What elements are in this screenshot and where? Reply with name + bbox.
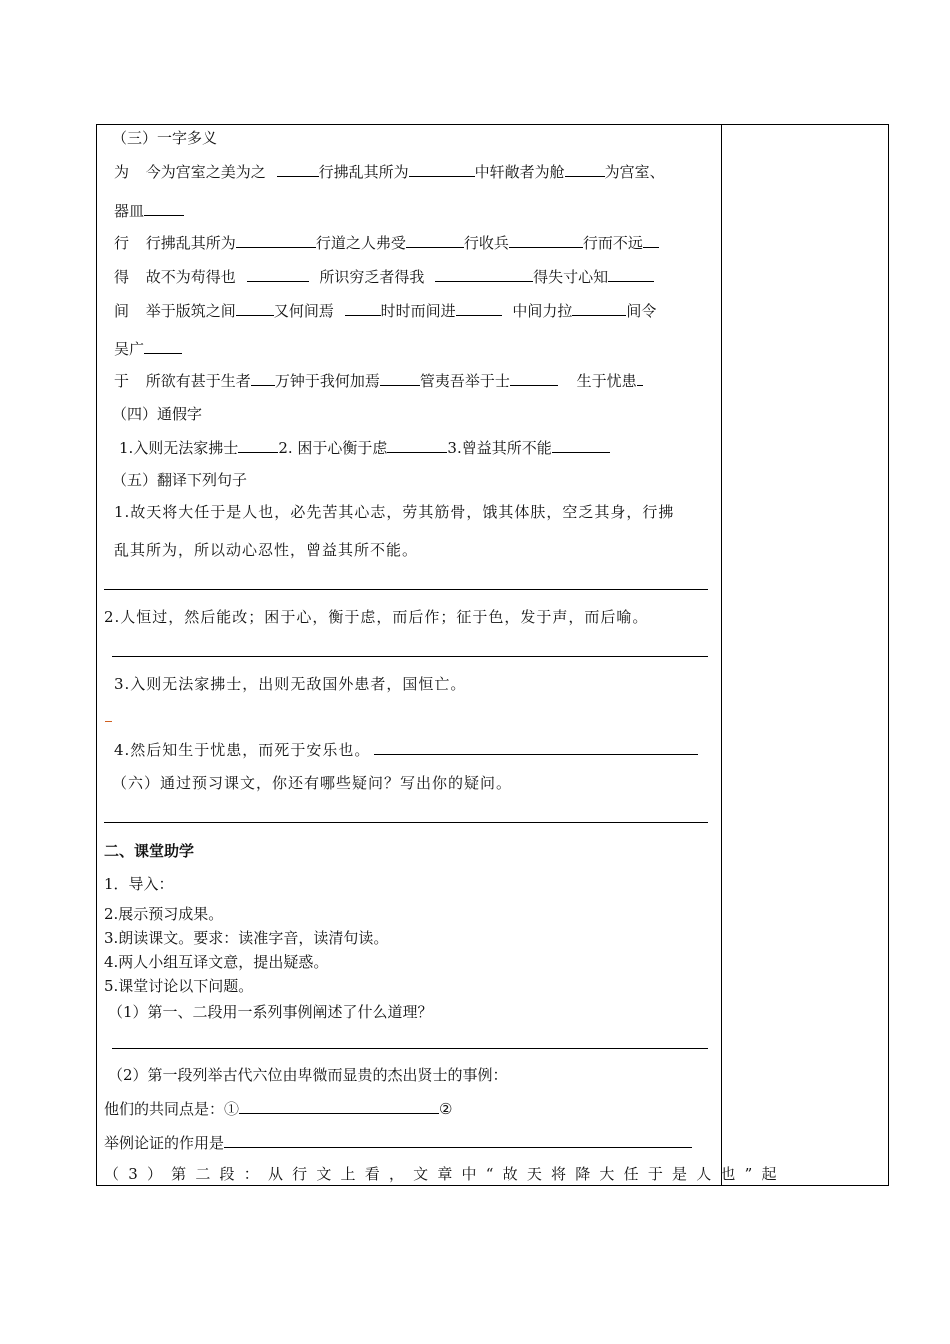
translate-sentence-1-cont: 乱其所为，所以动心忍性，曾益其所不能。 bbox=[114, 541, 419, 559]
phrase: 管夷吾举于士 bbox=[419, 372, 510, 390]
phrase: 间令 bbox=[626, 302, 657, 320]
step-5: 5.课堂讨论以下问题。 bbox=[104, 977, 254, 995]
phrase: 所识穷乏者得我 bbox=[319, 268, 425, 286]
marker-2: ② bbox=[439, 1100, 453, 1118]
notes-column-divider bbox=[721, 124, 722, 1186]
answer-blank[interactable] bbox=[608, 266, 654, 282]
polysemy-row-wei bbox=[114, 161, 665, 182]
phrase: 行而不远 bbox=[582, 234, 643, 252]
answer-blank[interactable] bbox=[247, 266, 309, 282]
answer-blank[interactable] bbox=[238, 437, 278, 453]
answer-blank[interactable] bbox=[144, 338, 182, 354]
phrase: 行拂乱其所为 bbox=[145, 234, 236, 252]
answer-blank[interactable] bbox=[510, 370, 558, 386]
answer-blank[interactable] bbox=[409, 161, 475, 177]
translate-sentence-4 bbox=[114, 739, 698, 760]
key-char: 为 bbox=[114, 163, 130, 181]
phrase: 为宫室、 bbox=[604, 163, 665, 181]
answer-blank[interactable] bbox=[572, 300, 626, 316]
section-title-polysemy: （三）一字多义 bbox=[112, 129, 218, 147]
answer-blank[interactable] bbox=[456, 300, 502, 316]
key-char: 间 bbox=[114, 302, 130, 320]
key-char: 于 bbox=[114, 372, 130, 390]
item: 1.入则无法家拂士 bbox=[119, 439, 239, 457]
phrase: 生于忧患 bbox=[576, 372, 637, 390]
polysemy-row-de bbox=[114, 266, 654, 287]
answer-blank[interactable] bbox=[387, 437, 447, 453]
label: 举例论证的作用是 bbox=[104, 1134, 225, 1152]
answer-blank[interactable] bbox=[552, 437, 610, 453]
phrase: 中间力拉 bbox=[512, 302, 573, 320]
answer-blank[interactable] bbox=[406, 232, 464, 248]
example-effect-row bbox=[104, 1132, 692, 1153]
marker-1: ① bbox=[224, 1100, 240, 1118]
polysemy-row-jian bbox=[114, 300, 656, 321]
polysemy-row-wei-cont bbox=[114, 200, 184, 221]
phrase: 又何间焉 bbox=[273, 302, 334, 320]
step-2: 2.展示预习成果。 bbox=[104, 905, 224, 923]
key-char: 行 bbox=[114, 234, 130, 252]
translate-sentence-3: 3.入则无法家拂士，出则无敌国外患者，国恒亡。 bbox=[114, 675, 467, 693]
phrase: 故不为苟得也 bbox=[145, 268, 236, 286]
phrase: 所欲有甚于生者 bbox=[145, 372, 251, 390]
common-points-row bbox=[104, 1098, 452, 1119]
section-title-tongjia: （四）通假字 bbox=[112, 405, 203, 423]
translate-sentence-2: 2.人恒过，然后能改；困于心，衡于虑，而后作；征于色，发于声，而后喻。 bbox=[104, 608, 649, 626]
step-4: 4.两人小组互译文意，提出疑惑。 bbox=[104, 953, 329, 971]
item: 3.曾益其所不能 bbox=[447, 439, 552, 457]
part-heading-class: 二、课堂助学 bbox=[104, 842, 195, 860]
stray-mark bbox=[105, 721, 112, 722]
phrase: 时时而间进 bbox=[380, 302, 456, 320]
answer-line[interactable] bbox=[112, 1048, 708, 1049]
answer-blank[interactable] bbox=[239, 1098, 439, 1114]
section-title-questions: （六）通过预习课文，你还有哪些疑问？写出你的疑问。 bbox=[112, 774, 513, 792]
polysemy-row-yu bbox=[114, 370, 643, 391]
answer-blank[interactable] bbox=[374, 739, 698, 755]
answer-blank[interactable] bbox=[236, 300, 274, 316]
answer-blank[interactable] bbox=[643, 232, 659, 248]
phrase: 举于版筑之间 bbox=[145, 302, 236, 320]
polysemy-row-xing bbox=[114, 232, 659, 253]
step-3: 3.朗读课文。要求：读准字音，读清句读。 bbox=[104, 929, 389, 947]
label: 他们的共同点是： bbox=[104, 1100, 225, 1118]
answer-line[interactable] bbox=[104, 589, 708, 590]
answer-blank[interactable] bbox=[509, 232, 583, 248]
answer-line[interactable] bbox=[112, 656, 708, 657]
key-char: 得 bbox=[114, 268, 130, 286]
answer-blank[interactable] bbox=[637, 370, 643, 386]
item: 困于心衡于虑 bbox=[297, 439, 388, 457]
answer-blank[interactable] bbox=[565, 161, 605, 177]
polysemy-row-jian-cont bbox=[114, 338, 182, 359]
phrase: 吴广 bbox=[114, 340, 145, 358]
answer-blank[interactable] bbox=[224, 1132, 692, 1148]
phrase: 得失寸心知 bbox=[533, 268, 609, 286]
item: 2. bbox=[278, 439, 293, 457]
translate-sentence-1: 1.故天将大任于是人也，必先苦其心志，劳其筋骨，饿其体肤，空乏其身，行拂 bbox=[114, 503, 675, 521]
answer-blank[interactable] bbox=[144, 200, 184, 216]
answer-blank[interactable] bbox=[236, 232, 316, 248]
phrase: 行拂乱其所为 bbox=[318, 163, 409, 181]
phrase: 中轩敞者为舱 bbox=[474, 163, 565, 181]
answer-blank[interactable] bbox=[345, 300, 381, 316]
section-title-translate: （五）翻译下列句子 bbox=[112, 471, 248, 489]
question-3 bbox=[104, 1164, 786, 1184]
text: 降大任于是人也”起 bbox=[575, 1165, 786, 1183]
sentence-text: 4.然后知生于忧患，而死于安乐也。 bbox=[114, 741, 371, 759]
answer-blank[interactable] bbox=[435, 266, 533, 282]
text: （3）第二段：从行文上看，文章中“故天将 bbox=[104, 1165, 576, 1183]
step-1: 1．导入： bbox=[104, 875, 174, 893]
phrase: 万钟于我何加焉 bbox=[274, 372, 380, 390]
tongjia-row bbox=[119, 437, 610, 458]
question-2: （2）第一段列举古代六位由卑微而显贵的杰出贤士的事例： bbox=[108, 1066, 508, 1084]
answer-blank[interactable] bbox=[277, 161, 319, 177]
phrase: 行收兵 bbox=[463, 234, 509, 252]
answer-blank[interactable] bbox=[380, 370, 420, 386]
phrase: 今为宫室之美为之 bbox=[145, 163, 266, 181]
answer-line[interactable] bbox=[104, 822, 708, 823]
phrase: 器皿 bbox=[114, 202, 145, 220]
phrase: 行道之人弗受 bbox=[315, 234, 406, 252]
answer-blank[interactable] bbox=[251, 370, 275, 386]
question-1: （1）第一、二段用一系列事例阐述了什么道理？ bbox=[108, 1003, 433, 1021]
